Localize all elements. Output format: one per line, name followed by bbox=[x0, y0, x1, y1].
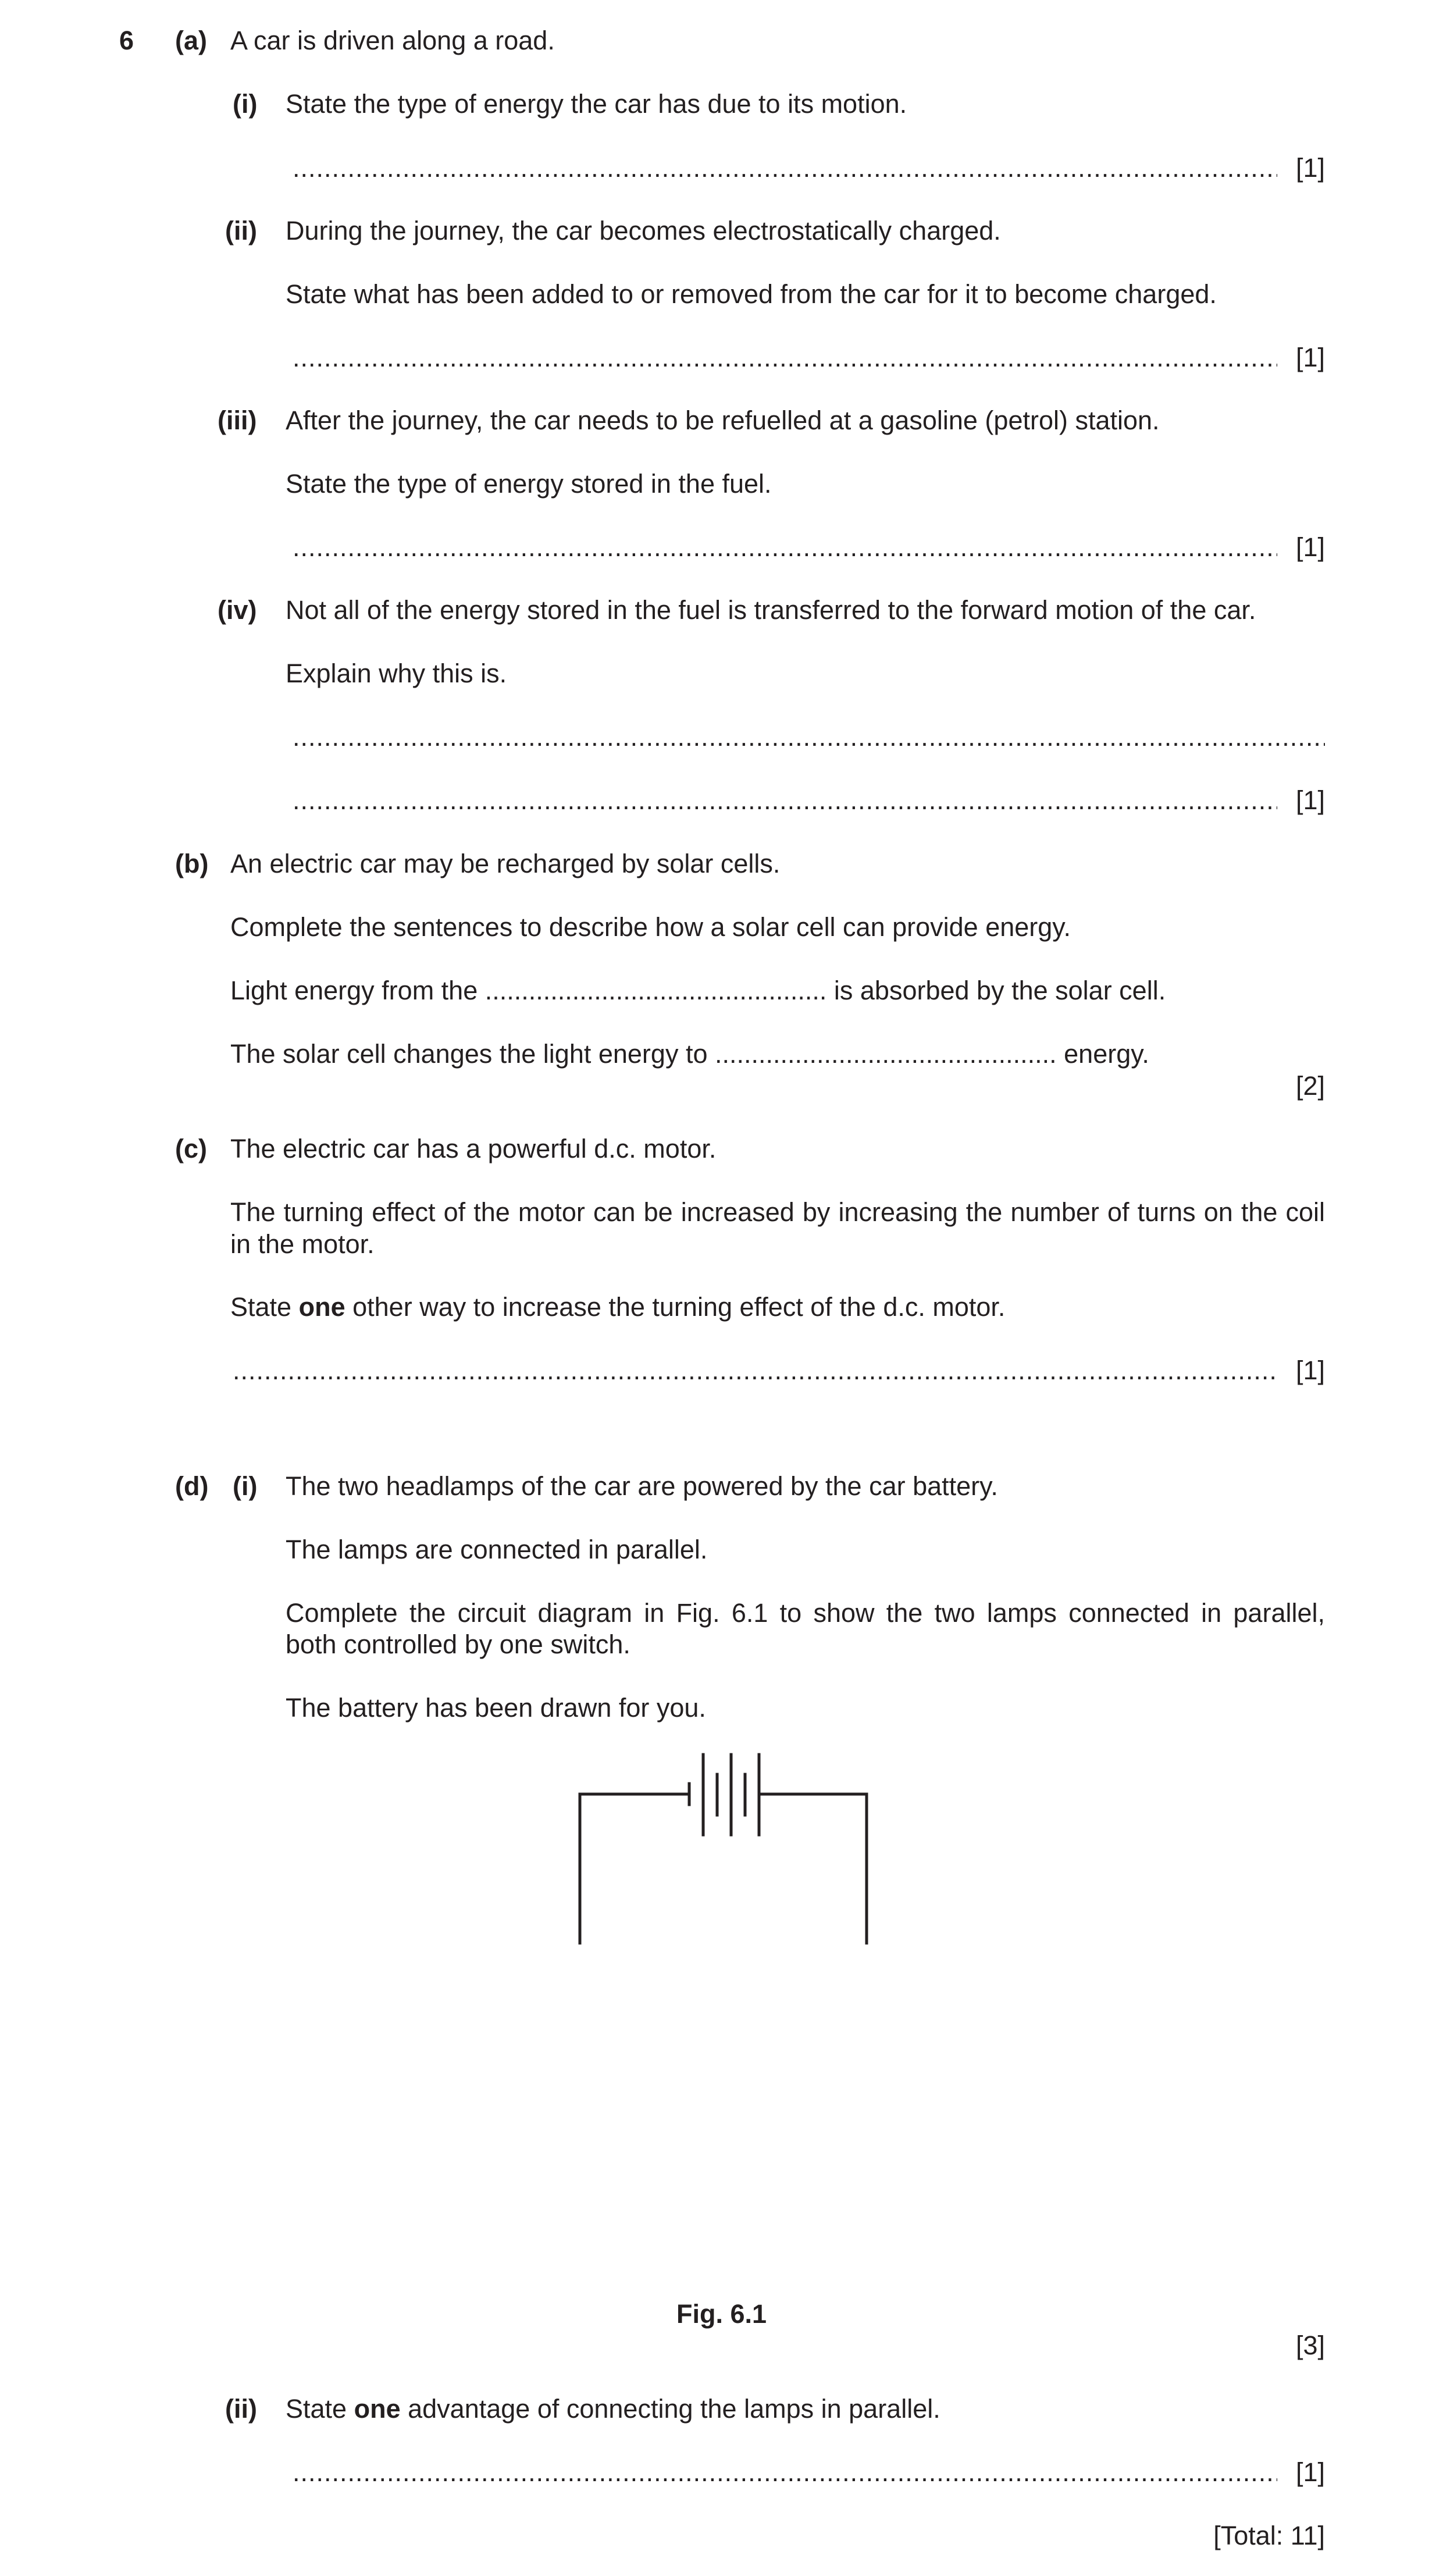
sentence-2-blank[interactable]: ............................................... bbox=[715, 1039, 1057, 1069]
part-c-label: (c) bbox=[175, 1134, 207, 1164]
mark-a-i: [1] bbox=[1295, 153, 1325, 183]
question-number: 6 bbox=[119, 26, 134, 55]
part-c-info-line-2: in the motor. bbox=[230, 1229, 375, 1259]
part-a-iv-text: Not all of the energy stored in the fuel is transferred to the forward motion of the car. bbox=[286, 595, 1256, 625]
sentence-1-start: Light energy from the bbox=[230, 976, 478, 1005]
part-a-iv-prompt: Explain why this is. bbox=[286, 659, 507, 688]
part-a-i-label: (i) bbox=[233, 89, 258, 119]
mark-a-iii: [1] bbox=[1295, 532, 1325, 562]
part-c-info-line-1: The turning effect of the motor can be increased by increasing the number of turns on the coil bbox=[230, 1197, 1325, 1227]
part-a-iii-text: After the journey, the car needs to be refuelled at a gasoline (petrol) station. bbox=[286, 405, 1160, 435]
left-wire bbox=[580, 1794, 689, 1943]
mark-d-ii: [1] bbox=[1295, 2457, 1325, 2487]
right-wire bbox=[759, 1794, 867, 1943]
part-b-label: (b) bbox=[175, 849, 209, 878]
prompt-start: State bbox=[286, 2394, 347, 2424]
prompt-end: advantage of connecting the lamps in parallel. bbox=[408, 2394, 940, 2424]
part-a-ii-label: (ii) bbox=[225, 216, 257, 245]
part-a-iv-label: (iv) bbox=[218, 595, 257, 625]
mark-d-i: [3] bbox=[1295, 2331, 1325, 2360]
part-a-label: (a) bbox=[175, 26, 207, 55]
sentence-1-blank[interactable]: ............................................... bbox=[484, 976, 827, 1005]
part-a-stem: A car is driven along a road. bbox=[230, 26, 555, 55]
part-a-ii-prompt: State what has been added to or removed from the car for it to become charged. bbox=[286, 279, 1217, 309]
prompt-end: other way to increase the turning effect of the d.c. motor. bbox=[352, 1292, 1006, 1322]
sentence-1-end: is absorbed by the solar cell. bbox=[833, 976, 1166, 1005]
part-d-i-info: The lamps are connected in parallel. bbox=[286, 1535, 708, 1564]
mark-c: [1] bbox=[1295, 1355, 1325, 1385]
prompt-emphasis: one bbox=[354, 2394, 401, 2424]
part-b-stem: An electric car may be recharged by solar cells. bbox=[230, 849, 781, 878]
part-d-i-instruction-line-2: both controlled by one switch. bbox=[286, 1629, 630, 1659]
sentence-2-end: energy. bbox=[1064, 1039, 1149, 1069]
part-c-stem: The electric car has a powerful d.c. motor. bbox=[230, 1134, 717, 1164]
mark-a-iv: [1] bbox=[1295, 785, 1325, 815]
part-b-instruction: Complete the sentences to describe how a solar cell can provide energy. bbox=[230, 912, 1071, 942]
part-d-i-note: The battery has been drawn for you. bbox=[286, 1693, 706, 1723]
part-d-i-instruction-line-1: Complete the circuit diagram in Fig. 6.1 to show the two lamps connected in parallel, bbox=[286, 1598, 1325, 1628]
figure-caption: Fig. 6.1 bbox=[676, 2299, 767, 2329]
part-d-i-text: The two headlamps of the car are powered by the car battery. bbox=[286, 1471, 998, 1501]
sentence-2-start: The solar cell changes the light energy to bbox=[230, 1039, 708, 1069]
part-a-ii-text: During the journey, the car becomes electrostatically charged. bbox=[286, 216, 1001, 245]
mark-b: [2] bbox=[1295, 1071, 1325, 1101]
part-d-ii-prompt bbox=[286, 2393, 940, 2425]
part-d-label: (d) bbox=[175, 1471, 209, 1501]
prompt-start: State bbox=[230, 1292, 292, 1322]
answer-line-d-ii[interactable] bbox=[293, 2457, 1277, 2488]
part-a-iii-prompt: State the type of energy stored in the fuel. bbox=[286, 469, 772, 499]
part-d-ii-label: (ii) bbox=[225, 2394, 257, 2424]
prompt-emphasis: one bbox=[298, 1292, 345, 1322]
part-d-i-label: (i) bbox=[233, 1471, 258, 1501]
total-marks: [Total: 11] bbox=[1213, 2521, 1325, 2550]
part-a-i-text: State the type of energy the car has due to its motion. bbox=[286, 89, 907, 119]
mark-a-ii: [1] bbox=[1295, 343, 1325, 372]
part-a-iii-label: (iii) bbox=[218, 405, 257, 435]
